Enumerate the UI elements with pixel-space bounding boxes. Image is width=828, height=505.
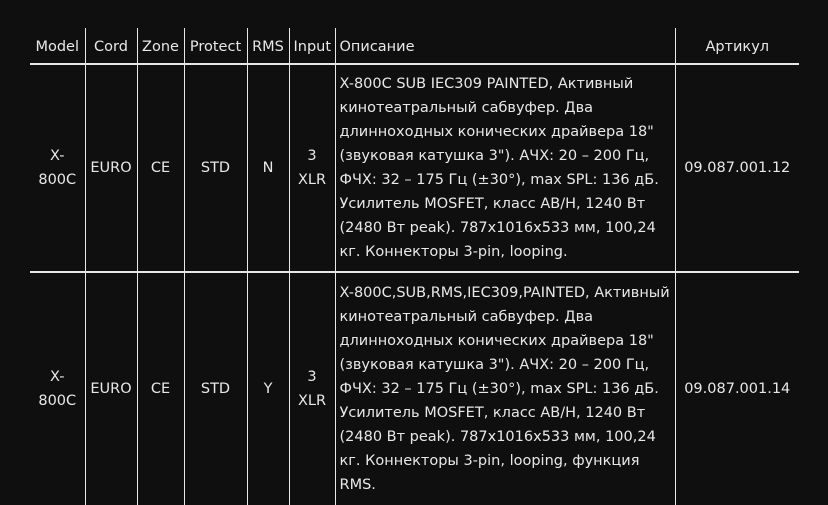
table-header xyxy=(30,28,799,64)
cell-input: 3 XLR xyxy=(289,64,335,272)
cell-description: X-800C,SUB,RMS,IEC309,PAINTED, Активный кинотеатральный сабвуфер. Два длинноходных конических драйвера 18" (звуковая катушка 3"). АЧХ: 20 – 200 Гц, ФЧХ: 32 – 175 Гц (±30°), max SPL: 136 дБ. Усилитель MOSFET, класс AB/H, 1240 Вт (2480 Вт peak). 787x1016x533 мм, 100,24 кг. Коннекторы 3-pin, looping, функция RMS. xyxy=(335,272,675,505)
cell-zone: CE xyxy=(137,272,184,505)
table-row xyxy=(30,272,799,505)
cell-cord: EURO xyxy=(85,272,137,505)
cell-article: 09.087.001.12 xyxy=(675,64,799,272)
header-row xyxy=(30,28,799,64)
cell-rms: N xyxy=(247,64,289,272)
cell-input: 3 XLR xyxy=(289,272,335,505)
header-cord: Cord xyxy=(85,28,137,64)
cell-model: X-800C xyxy=(30,64,85,272)
header-protect: Protect xyxy=(184,28,247,64)
table-row xyxy=(30,64,799,272)
product-table xyxy=(30,28,799,505)
cell-model: X-800C xyxy=(38,369,77,409)
table-body xyxy=(30,64,799,505)
header-rms: RMS xyxy=(247,28,289,64)
header-input: Input xyxy=(289,28,335,64)
cell-cord: EURO xyxy=(85,64,137,272)
cell-description: X-800C SUB IEC309 PAINTED, Активный кинотеатральный сабвуфер. Два длинноходных конических драйвера 18" (звуковая катушка 3"). АЧХ: 20 – 200 Гц, ФЧХ: 32 – 175 Гц (±30°), max SPL: 136 дБ. Усилитель MOSFET, класс AB/H, 1240 Вт (2480 Вт peak). 787x1016x533 мм, 100,24 кг. Коннекторы 3-pin, looping. xyxy=(335,64,675,272)
cell-zone: CE xyxy=(137,64,184,272)
product-table-container xyxy=(30,28,799,505)
header-article: Артикул xyxy=(675,28,799,64)
cell-article: 09.087.001.14 xyxy=(675,272,799,505)
cell-protect: STD xyxy=(184,64,247,272)
header-model: Model xyxy=(30,28,85,64)
header-description: Описание xyxy=(335,28,675,64)
cell-protect: STD xyxy=(184,272,247,505)
cell-rms: Y xyxy=(247,272,289,505)
header-zone: Zone xyxy=(137,28,184,64)
